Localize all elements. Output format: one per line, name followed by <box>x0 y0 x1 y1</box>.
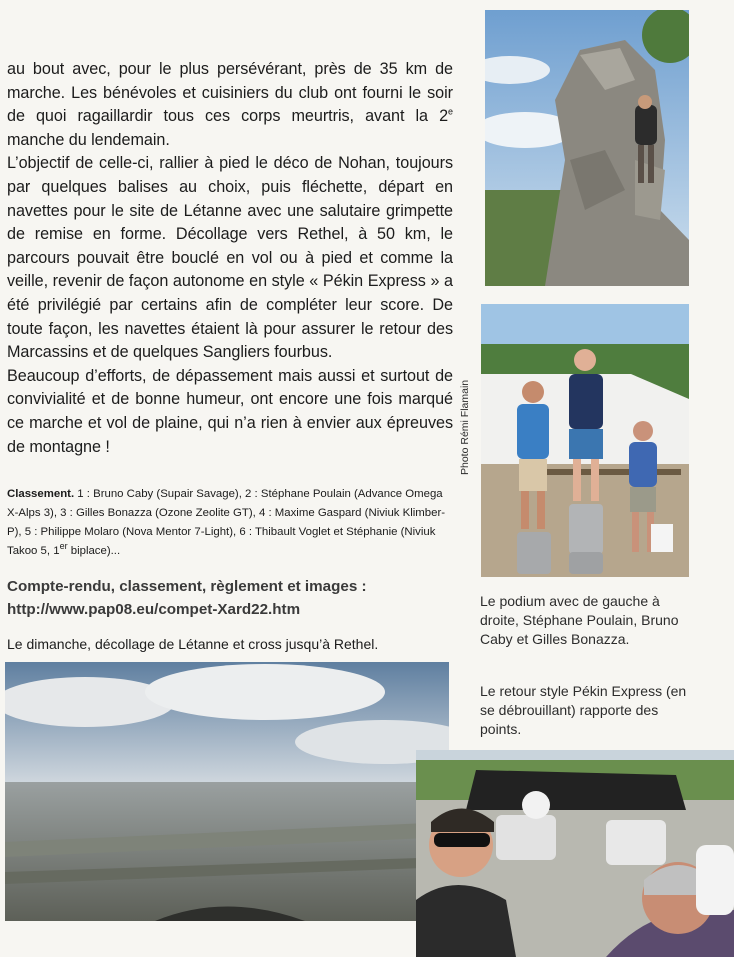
photo-car-return <box>416 750 734 957</box>
ranking-text-end: biplace)... <box>67 545 121 557</box>
competition-link[interactable]: http://www.pap08.eu/compet-Xard22.htm <box>7 601 301 618</box>
caption-podium: Le podium avec de gauche à droite, Stéphane Poulain, Bruno Caby et Gilles Bonazza. <box>480 593 679 647</box>
photo-rock-climb <box>485 10 689 286</box>
caption-sunday: Le dimanche, décollage de Létanne et cross jusqu’à Rethel. <box>7 636 379 652</box>
ranking-sup: er <box>59 541 68 552</box>
paragraph-2: L’objectif de celle-ci, rallier à pied le déco de Nohan, toujours par quelques balises au choix, puis fléchette, départ en navettes pour le site de Létanne avec une salutaire grimpette de remise en forme. Décollage vers Rethel, à 50 km, le parcours pouvait être bouclé en vol ou à pied et comme la veille, revenir de façon autonome en style « Pékin Express » a été privilégié par certains afin de compléter leur score. De toute façon, les navettes étaient là pour assurer le retour des Marcassins et de quelques Sangliers fourbus. <box>7 154 453 362</box>
links-block <box>7 575 457 621</box>
photo-podium <box>481 304 689 577</box>
paragraph-1-text: au bout avec, pour le plus persévérant, près de 35 km de marche. Les bénévoles et cuisiniers du club ont fourni le soir de quoi ragaillardir tous ces corps meurtris, avant la 2 <box>7 60 453 126</box>
ranking-text: 1 : Bruno Caby (Supair Savage), 2 : Stéphane Poulain (Advance Omega X-Alps 3), 3 : Gilles Bonazza (Ozone Zeolite GT), 4 : Maxime Gaspard (Niviuk Klimber-P), 5 : Philippe Molaro (Nova Mentor 7-Light), 6 : Thibault Voglet et Stéphanie (Niviuk Takoo 5, 1 <box>7 488 446 557</box>
paragraph-1 <box>7 58 453 152</box>
ranking-block <box>7 485 453 561</box>
caption-return: Le retour style Pékin Express (en se débrouillant) rapporte des points. <box>480 683 687 737</box>
ranking-label: Classement. <box>7 488 75 500</box>
ordinal-sup: e <box>448 106 453 117</box>
article-body <box>7 58 453 459</box>
paragraph-3: Beaucoup d’efforts, de dépassement mais aussi et surtout de convivialité et de bonne humeur, ont encore une fois marqué ce marche et vol de plaine, qui n’a rien à envier aux épreuves de montagne ! <box>7 366 453 456</box>
links-heading: Compte-rendu, classement, règlement et images : <box>7 578 367 595</box>
paragraph-1-end: manche du lendemain. <box>7 130 170 149</box>
photo-credit: Photo Rémi Flamain <box>459 379 471 475</box>
photo-aerial-landscape <box>5 662 449 921</box>
